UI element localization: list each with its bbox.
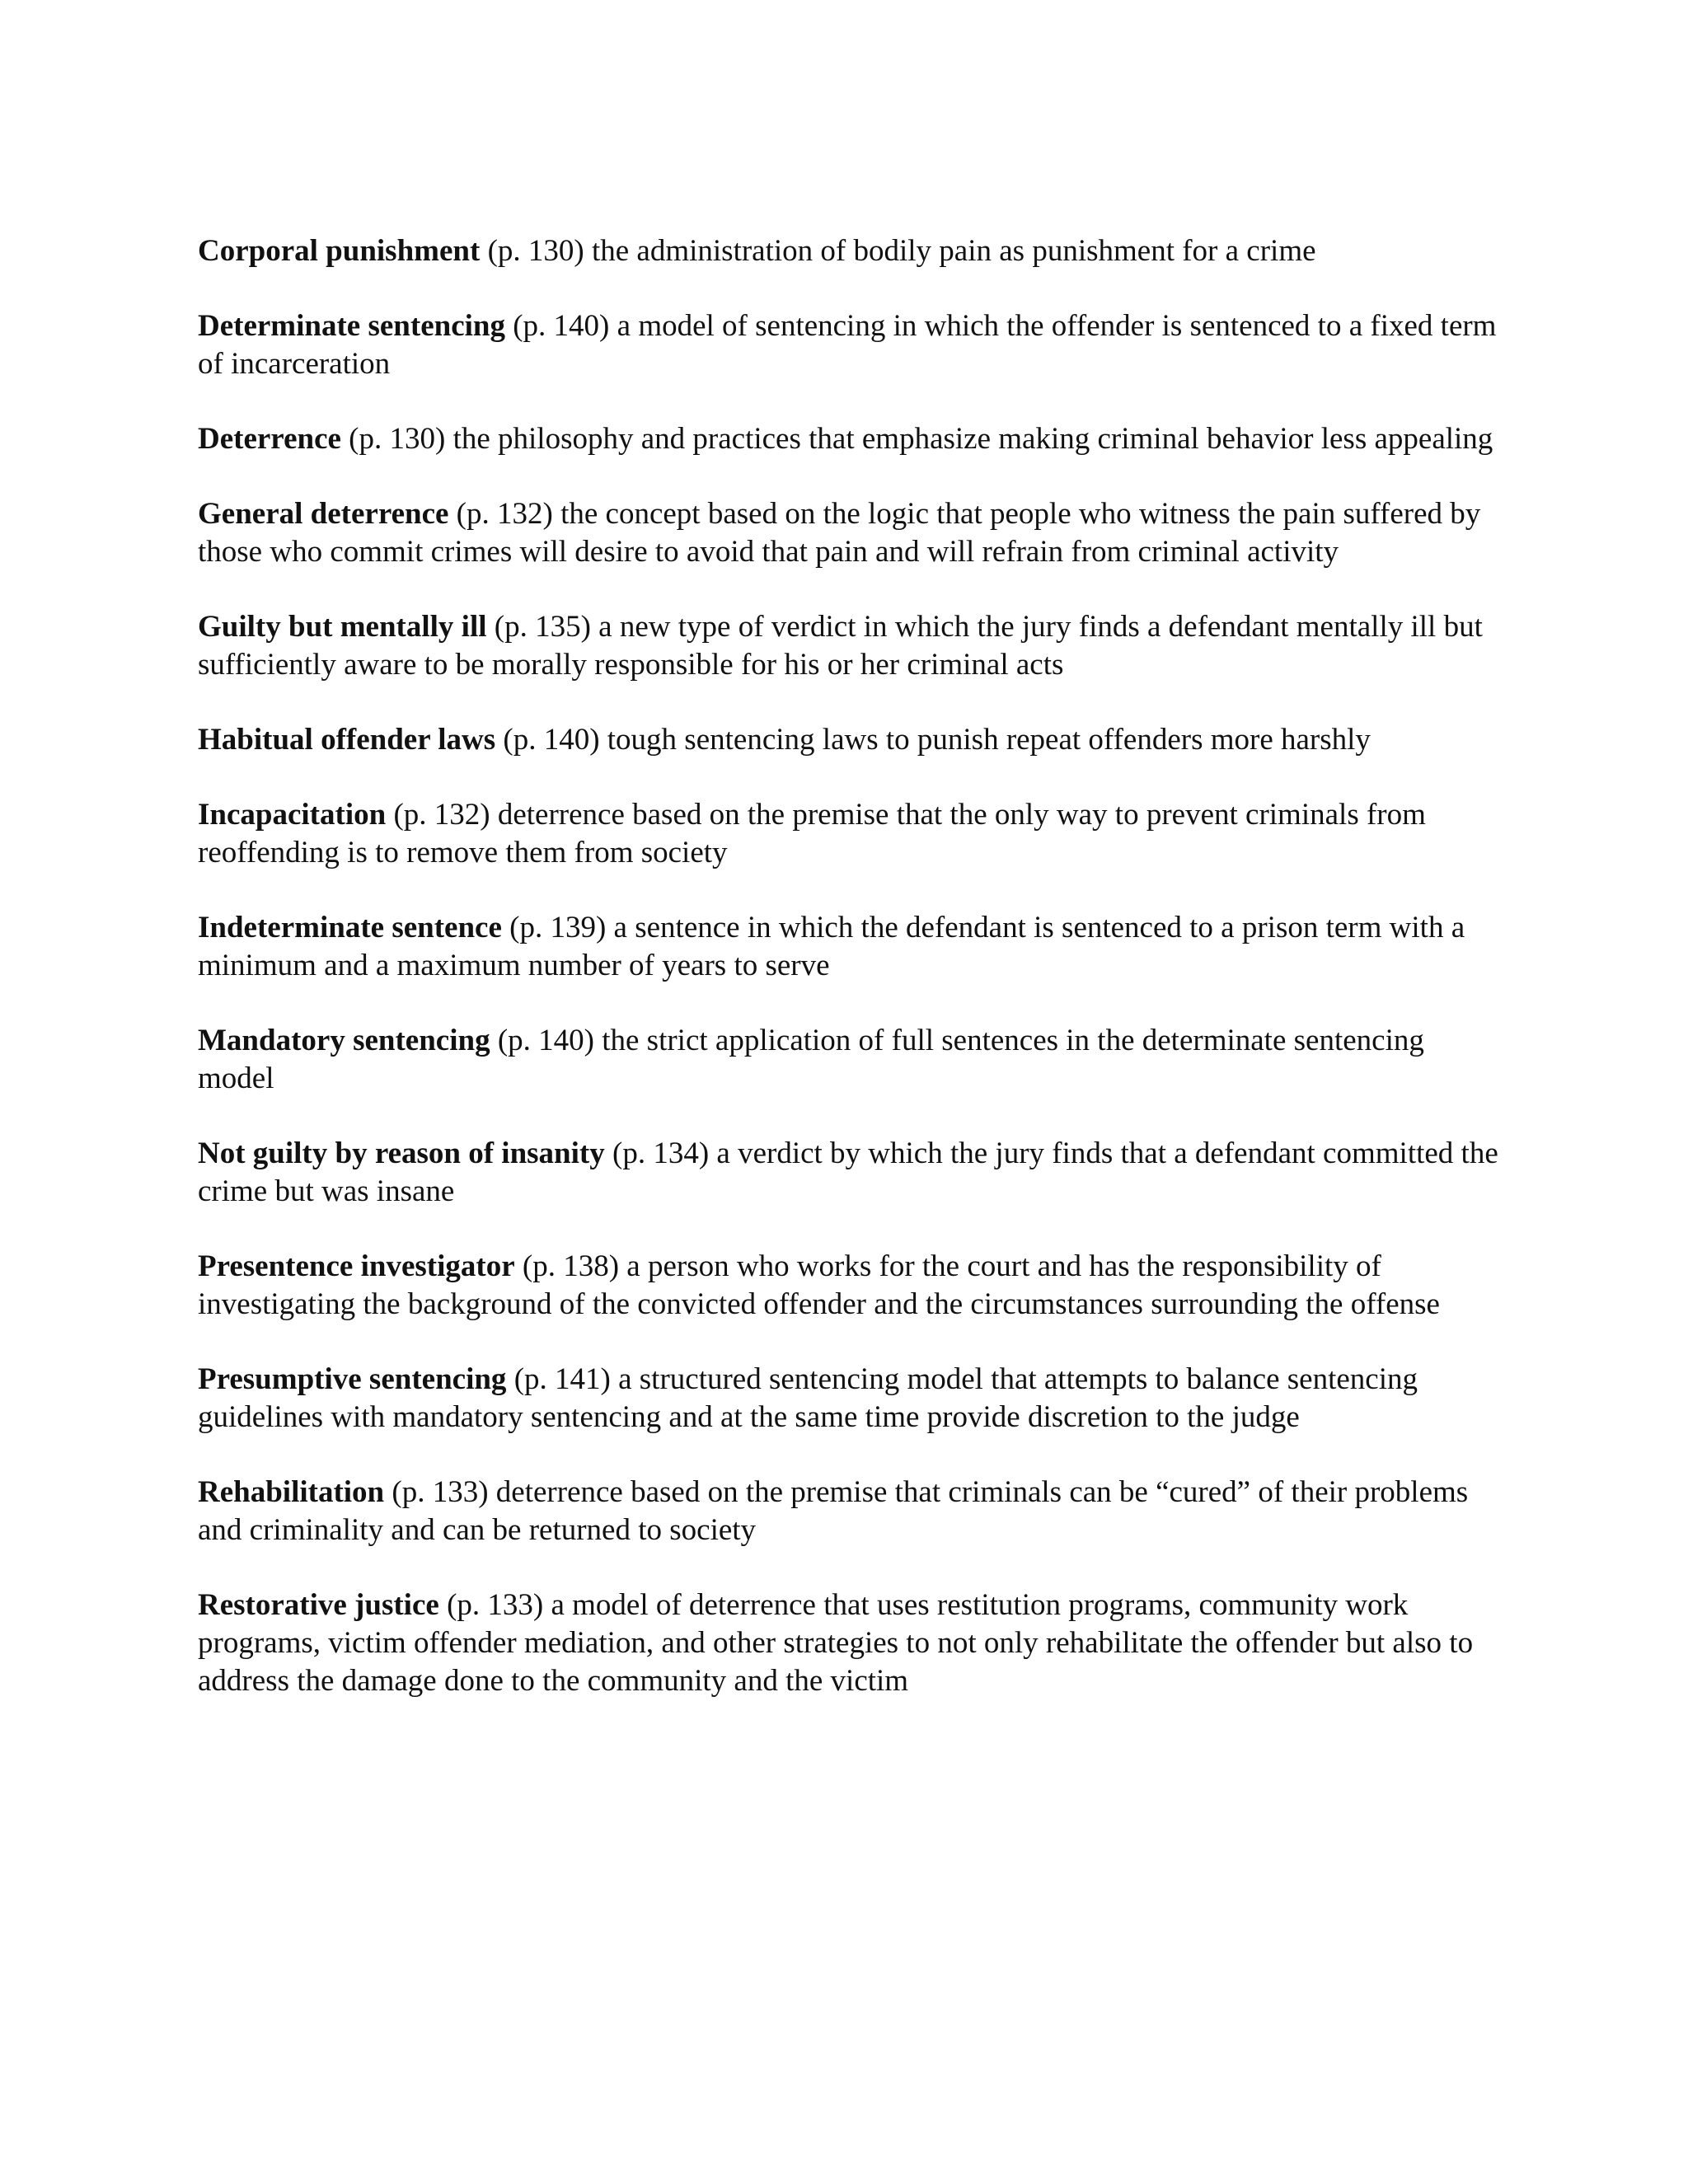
glossary-term: Mandatory sentencing (198, 1024, 490, 1057)
glossary-term: Presentence investigator (198, 1249, 515, 1283)
page-reference: (p. 139) (509, 911, 607, 944)
glossary-entry-restorative-justice (198, 1586, 1500, 1700)
glossary-entry-incapacitation (198, 796, 1500, 872)
glossary-definition: the administration of bodily pain as punishment for a crime (591, 234, 1316, 268)
glossary-definition: a verdict by which the jury finds that a defendant committed the crime but was insane (198, 1137, 1498, 1208)
glossary-definition: deterrence based on the premise that criminals can be “cured” of their problems and criminality and can be returned to society (198, 1475, 1469, 1547)
glossary-term: Rehabilitation (198, 1475, 385, 1509)
glossary-term: Corporal punishment (198, 234, 481, 268)
glossary-term: General deterrence (198, 497, 449, 531)
glossary-definition: a model of deterrence that uses restitution programs, community work programs, victim offender mediation, and other strategies to not only rehabilitate the offender but also to address the damage done to the community and the victim (198, 1588, 1474, 1698)
glossary-term: Habitual offender laws (198, 723, 496, 757)
page-reference: (p. 132) (393, 798, 490, 832)
glossary-definition: a model of sentencing in which the offender is sentenced to a fixed term of incarceration (198, 309, 1497, 381)
glossary-entry-guilty-but-mentally-ill (198, 608, 1500, 684)
glossary-definition: deterrence based on the premise that the only way to prevent criminals from reoffending is to remove them from society (198, 798, 1426, 869)
page-reference: (p. 135) (494, 610, 591, 644)
glossary-definition: a sentence in which the defendant is sentenced to a prison term with a minimum and a maximum number of years to serve (198, 911, 1465, 982)
glossary-entry-rehabilitation (198, 1474, 1500, 1549)
glossary-entry-determinate-sentencing (198, 307, 1500, 383)
glossary-term: Guilty but mentally ill (198, 610, 487, 644)
page-reference: (p. 140) (503, 723, 600, 757)
glossary-term: Determinate sentencing (198, 309, 505, 343)
glossary-entry-indeterminate-sentence (198, 909, 1500, 985)
glossary-term: Not guilty by reason of insanity (198, 1137, 605, 1170)
glossary-entry-not-guilty-by-reason-of-insanity (198, 1135, 1500, 1211)
page-reference: (p. 133) (447, 1588, 544, 1622)
glossary-definition: a new type of verdict in which the jury finds a defendant mentally ill but sufficiently aware to be morally responsible for his or her criminal acts (198, 610, 1483, 682)
glossary-entry-habitual-offender-laws (198, 721, 1500, 759)
glossary-entry-general-deterrence (198, 495, 1500, 571)
glossary-term: Deterrence (198, 422, 341, 456)
page-reference: (p. 132) (456, 497, 553, 531)
glossary-entry-mandatory-sentencing (198, 1022, 1500, 1098)
glossary-definition: a person who works for the court and has the responsibility of investigating the background of the convicted offender and the circumstances surrounding the offense (198, 1249, 1440, 1321)
glossary-entry-presentence-investigator (198, 1248, 1500, 1324)
glossary-term: Indeterminate sentence (198, 911, 502, 944)
glossary-term: Presumptive sentencing (198, 1362, 507, 1396)
page-reference: (p. 140) (513, 309, 610, 343)
page-reference: (p. 134) (612, 1137, 710, 1170)
page-reference: (p. 141) (513, 1362, 611, 1396)
glossary-entry-deterrence (198, 420, 1500, 458)
page-reference: (p. 130) (349, 422, 446, 456)
glossary-term: Incapacitation (198, 798, 387, 832)
glossary-entry-corporal-punishment (198, 232, 1500, 270)
glossary-definition: tough sentencing laws to punish repeat offenders more harshly (607, 723, 1371, 757)
glossary-definition: the philosophy and practices that emphasize making criminal behavior less appealing (452, 422, 1493, 456)
glossary-list (198, 232, 1500, 1737)
page-reference: (p. 133) (392, 1475, 489, 1509)
page-reference: (p. 130) (487, 234, 584, 268)
glossary-entry-presumptive-sentencing (198, 1361, 1500, 1436)
glossary-term: Restorative justice (198, 1588, 439, 1622)
glossary-definition: the concept based on the logic that people who witness the pain suffered by those who commit crimes will desire to avoid that pain and will refrain from criminal activity (198, 497, 1481, 569)
page-reference: (p. 138) (522, 1249, 620, 1283)
glossary-definition: a structured sentencing model that attempts to balance sentencing guidelines with mandatory sentencing and at the same time provide discretion to the judge (198, 1362, 1418, 1434)
glossary-definition: the strict application of full sentences in the determinate sentencing model (198, 1024, 1424, 1095)
page-reference: (p. 140) (497, 1024, 594, 1057)
